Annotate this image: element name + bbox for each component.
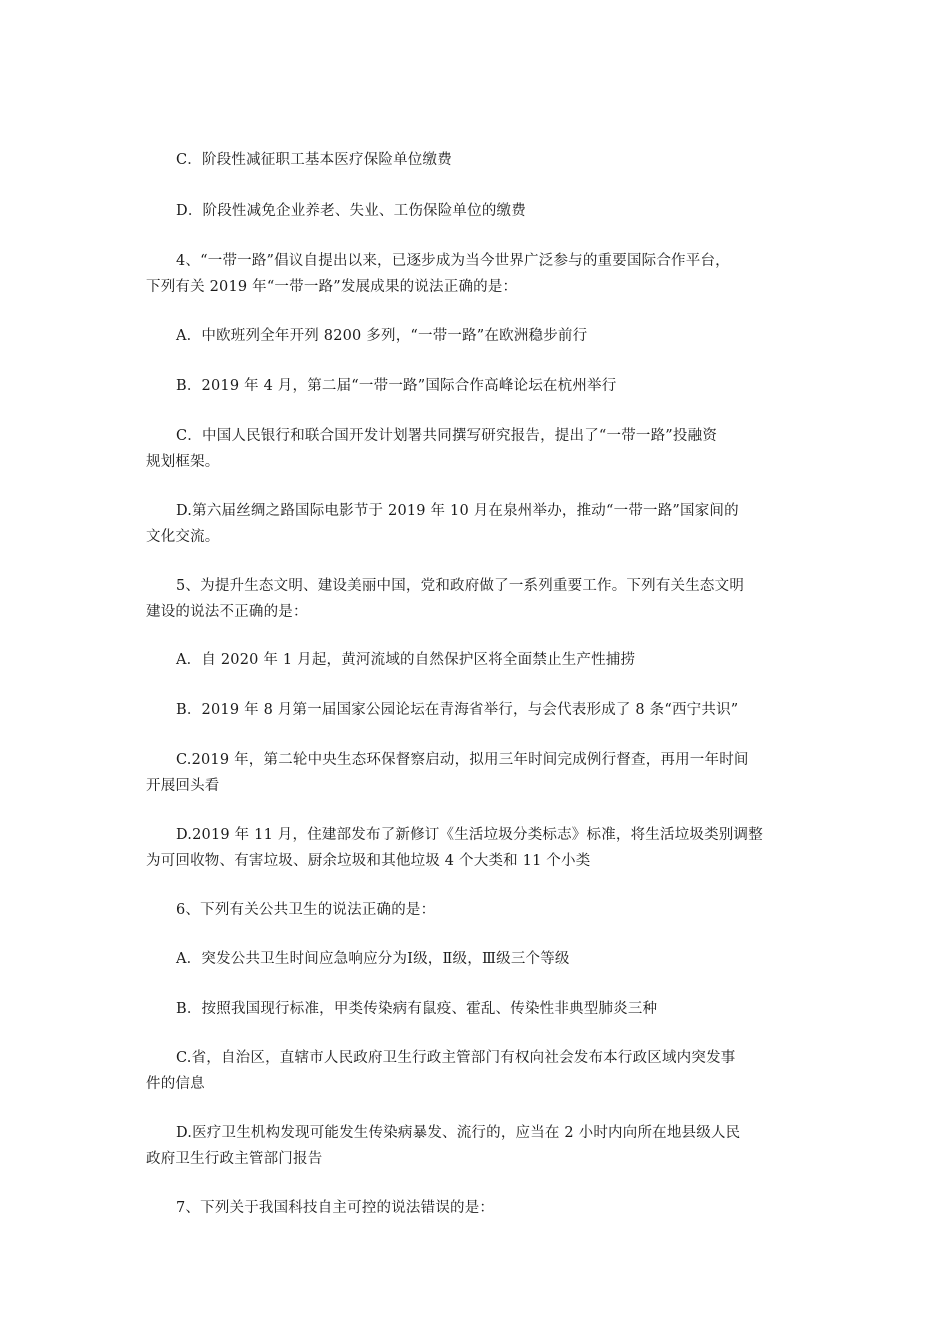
q5-option-b: B．2019 年 8 月第一届国家公园论坛在青海省举行，与会代表形成了 8 条“西宁共识”	[176, 702, 739, 718]
question-6: 6、下列有关公共卫生的说法正确的是：	[176, 902, 436, 918]
q6-option-c-line-1: C.省，自治区，直辖市人民政府卫生行政主管部门有权向社会发布本行政区域内突发事	[176, 1050, 736, 1066]
q4-option-c-line-2: 规划框架。	[146, 454, 220, 470]
option-c-line: C．阶段性减征职工基本医疗保险单位缴费	[176, 152, 452, 168]
q4-option-c-line-1: C．中国人民银行和联合国开发计划署共同撰写研究报告，提出了“一带一路”投融资	[176, 428, 718, 444]
q6-option-d-line-2: 政府卫生行政主管部门报告	[146, 1151, 323, 1167]
q4-option-b: B．2019 年 4 月，第二届“一带一路”国际合作高峰论坛在杭州举行	[176, 378, 617, 394]
q6-option-c-line-2: 件的信息	[146, 1076, 205, 1092]
question-4-line-1: 4、“一带一路”倡议自提出以来，已逐步成为当今世界广泛参与的重要国际合作平台，	[176, 253, 730, 269]
q4-option-d-line-1: D.第六届丝绸之路国际电影节于 2019 年 10 月在泉州举办，推动“一带一路”国家间的	[176, 503, 739, 519]
question-5-line-2: 建设的说法不正确的是：	[146, 604, 308, 620]
q6-option-b: B．按照我国现行标准，甲类传染病有鼠疫、霍乱、传染性非典型肺炎三种	[176, 1001, 658, 1017]
q6-option-a: A．突发公共卫生时间应急响应分为Ⅰ级，Ⅱ级，Ⅲ级三个等级	[176, 951, 570, 967]
question-7: 7、下列关于我国科技自主可控的说法错误的是：	[176, 1200, 495, 1216]
q5-option-a: A．自 2020 年 1 月起，黄河流域的自然保护区将全面禁止生产性捕捞	[176, 652, 636, 668]
q5-option-d-line-2: 为可回收物、有害垃圾、厨余垃圾和其他垃圾 4 个大类和 11 个小类	[146, 853, 591, 869]
q4-option-a: A．中欧班列全年开列 8200 多列，“一带一路”在欧洲稳步前行	[176, 328, 588, 344]
q5-option-c-line-2: 开展回头看	[146, 778, 220, 794]
q5-option-c-line-1: C.2019 年，第二轮中央生态环保督察启动，拟用三年时间完成例行督查，再用一年时间	[176, 752, 749, 768]
q5-option-d-line-1: D.2019 年 11 月，住建部发布了新修订《生活垃圾分类标志》标准，将生活垃圾类别调整	[176, 827, 763, 843]
q6-option-d-line-1: D.医疗卫生机构发现可能发生传染病暴发、流行的，应当在 2 小时内向所在地县级人民	[176, 1125, 741, 1141]
q4-option-d-line-2: 文化交流。	[146, 529, 220, 545]
option-d-line: D．阶段性减免企业养老、失业、工伤保险单位的缴费	[176, 203, 526, 219]
question-5-line-1: 5、为提升生态文明、建设美丽中国，党和政府做了一系列重要工作。下列有关生态文明	[176, 578, 745, 594]
question-4-line-2: 下列有关 2019 年“一带一路”发展成果的说法正确的是：	[146, 279, 518, 295]
